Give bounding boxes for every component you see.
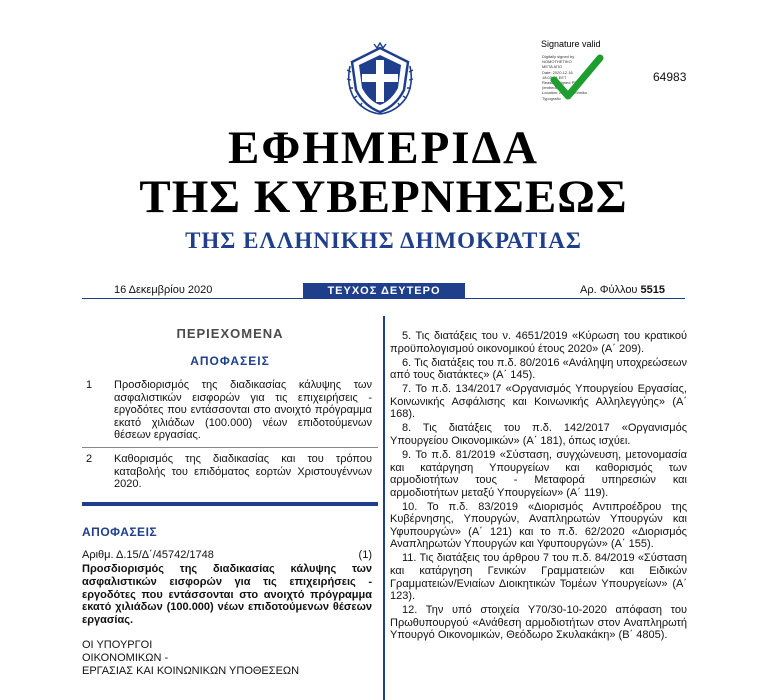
decision-ref-number: Αριθμ. Δ.15/Δ΄/45742/1748 (82, 548, 214, 561)
legal-paragraph: 7. Το π.δ. 134/2017 «Οργανισμός Υπουργείου Εργασίας, Κοινωνικής Ασφάλισης και Κοινωνικής Αλληλεγγύης» (Α΄ 168). (390, 383, 687, 421)
legal-paragraph: 8. Τις διατάξεις του π.δ. 142/2017 «Οργανισμός Υπουργείου Οικονομικών» (Α΄ 181), όπως ισχύει. (390, 422, 687, 447)
contents-title: ΠΕΡΙΕΧΟΜΕΝΑ (176, 326, 284, 341)
legal-paragraph: 5. Τις διατάξεις του ν. 4651/2019 «Κύρωση του κρατικού προϋπολογισμού οικονομικού έτους 2020» (Α΄ 209). (390, 330, 687, 355)
signer-line: ΟΙ ΥΠΟΥΡΓΟΙ (82, 639, 153, 652)
contents-subtitle: ΑΠΟΦΑΣΕΙΣ (190, 354, 270, 368)
toc-item-text: Προσδιορισμός της διαδικασίας κάλυψης των ασφαλιστικών εισφορών για τις επιχειρήσεις - εργοδότες που εντάσσονται στο ανοιχτό πρόγραμμα εκατό χιλιάδων (100.000) νέων επιδοτούμενων θέσεων εργασίας. (114, 379, 372, 442)
legal-paragraph: 12. Την υπό στοιχεία Υ70/30-10-2020 απόφαση του Πρωθυπουργού «Ανάθεση αρμοδιοτήτων στον Αναπληρωτή Υπουργό Οικονομικών, Θεόδωρο Σκυλακάκη» (Β΄ 4805). (390, 604, 687, 642)
legal-paragraph: 10. Το π.δ. 83/2019 «Διορισμός Αντιπροέδρου της Κυβέρνησης, Υπουργών, Αναπληρωτών Υπουργών και Υφυπουργών» (Α΄ 121) και το π.δ. 62/2020 «Διορισμός Αναπληρωτών Υπουργών και Υφυπουργών» (Α΄ 155). (390, 500, 687, 551)
decision-index: (1) (358, 548, 372, 561)
sheet-number: Αρ. Φύλλου 5515 (579, 284, 665, 296)
signature-details: Digitally signed by NOMOTHETIKO ΜΕΤΑ ΑΠΟ Date: 2020.12.16 18:03:34 EET Reason: Signed PDF (embedded) Location: Athens, Ethniko Typografio (542, 54, 588, 101)
issue-series: ΤΕΥΧΟΣ ΔΕΥΤΕΡΟ (303, 283, 465, 299)
decision-title: Προσδιορισμός της διαδικασίας κάλυψης των ασφαλιστικών εισφορών για τις επιχειρήσεις - εργοδότες που εντάσσονται στο ανοιχτό πρόγραμμα εκατό χιλιάδων (100.000) νέων επιδοτούμενων θέσεων εργασίας. (82, 563, 372, 626)
toc-item-number: 2 (86, 452, 93, 465)
toc-item-text: Καθορισμός της διαδικασίας και του τρόπου καταβολής του επιδόματος εορτών Χριστουγέννων 2020. (114, 452, 372, 491)
toc-item-number: 1 (86, 379, 93, 391)
signature-stamp[interactable] (540, 52, 610, 104)
masthead-title: ΕΦΗΜΕΡΙΔΑ (228, 122, 539, 174)
section-rule (82, 502, 378, 506)
legal-paragraph: 6. Τις διατάξεις του π.δ. 80/2016 «Ανάληψη υποχρεώσεων από τους διατάκτες» (Α΄ 145). (390, 356, 687, 382)
decision-reference (82, 549, 378, 562)
issue-bar (82, 283, 685, 300)
signer-line: ΕΡΓΑΣΙΑΣ ΚΑΙ ΚΟΙΝΩΝΙΚΩΝ ΥΠΟΘΕΣΕΩΝ (82, 664, 300, 677)
signature-status: Signature valid (541, 39, 601, 49)
toc-item[interactable] (82, 374, 378, 447)
issue-date: 16 Δεκεμβρίου 2020 (114, 284, 213, 296)
signers-block (82, 639, 378, 677)
masthead-republic: ΤΗΣ ΕΛΛΗΝΙΚΗΣ ΔΗΜΟΚΡΑΤΙΑΣ (185, 228, 582, 253)
toc-item[interactable] (82, 447, 378, 496)
left-column (82, 328, 378, 678)
decisions-heading: ΑΠΟΦΑΣΕΙΣ (82, 524, 158, 539)
issue-id: 64983 (653, 70, 687, 84)
checkmark-icon (550, 52, 604, 102)
right-column (390, 330, 687, 643)
legal-paragraph: 9. Το π.δ. 81/2019 «Σύσταση, συγχώνευση, μετονομασία και κατάργηση Υπουργείων και καθορισμός των αρμοδιοτήτων τους - Μεταφορά υπηρεσιών και αρμοδιοτήτων μεταξύ Υπουργείων» (Α΄ 119). (390, 448, 687, 499)
signer-line: ΟΙΚΟΝΟΜΙΚΩΝ - (82, 652, 169, 665)
masthead-subtitle: ΤΗΣ ΚΥΒΕΡΝΗΣΕΩΣ (139, 171, 628, 223)
column-divider (383, 316, 385, 700)
legal-paragraph: 11. Τις διατάξεις του άρθρου 7 του π.δ. 84/2019 «Σύσταση και κατάργηση Γενικών Γραμματειών και Ειδικών Γραμματειών/Ενιαίων Διοικητικών Τομέων Υπουργείων» (Α΄ 123). (390, 552, 687, 603)
coat-of-arms-emblem (344, 40, 416, 116)
